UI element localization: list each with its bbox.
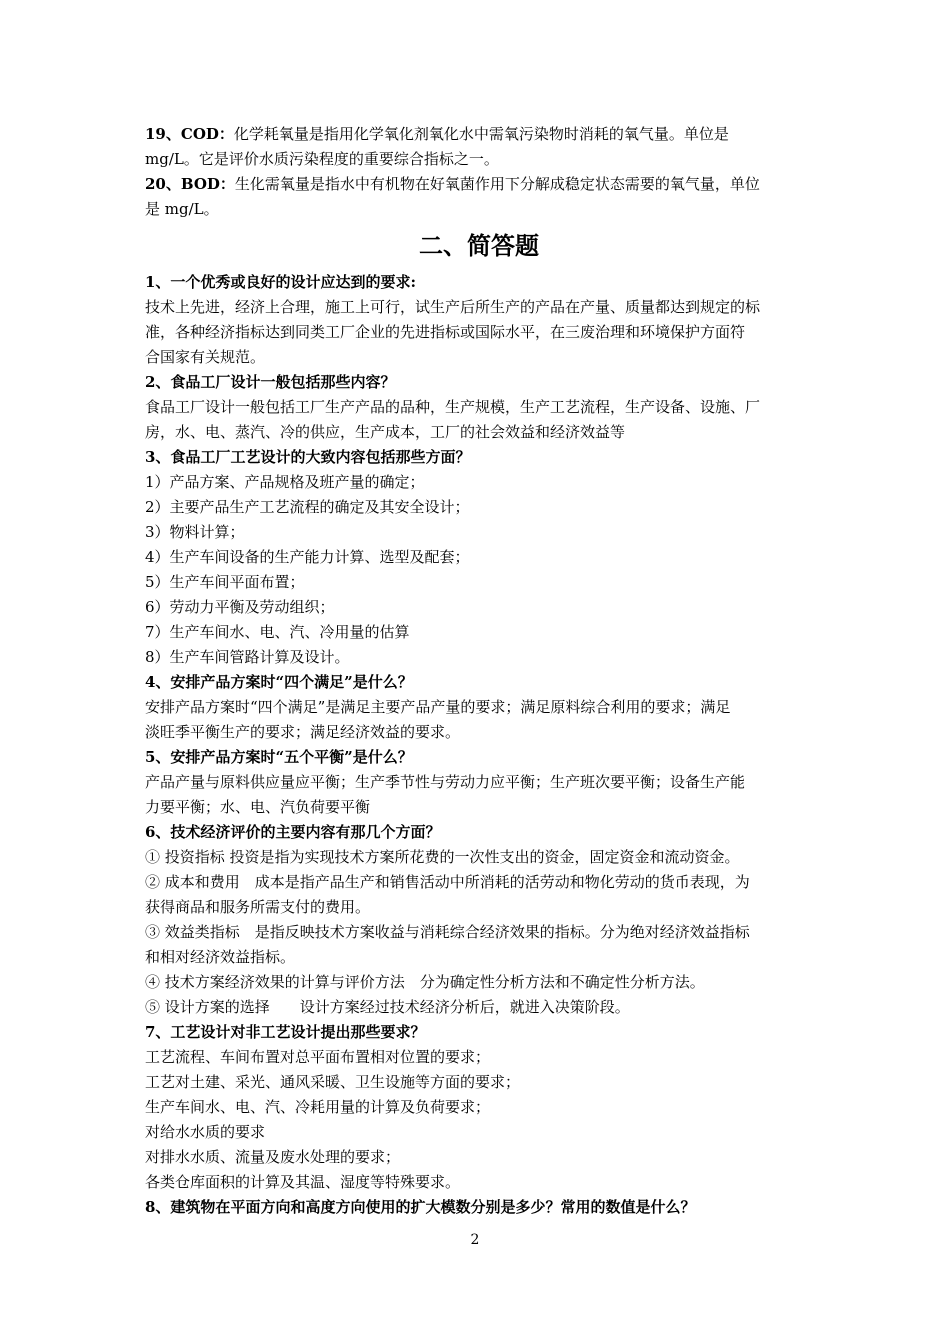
- answer-2-line: 房，水、电、蒸汽、冷的供应，生产成本，工厂的社会效益和经济效益等: [145, 423, 626, 441]
- answer-3-item: 8）生产车间管路计算及设计。: [145, 648, 350, 666]
- answer-6-line: 和相对经济效益指标。: [145, 948, 296, 966]
- question-4-title: 4、安排产品方案时“四个满足”是什么？: [145, 673, 413, 691]
- answer-7-line: 各类仓库面积的计算及其温、湿度等特殊要求。: [145, 1173, 461, 1191]
- answer-7-line: 对排水水质、流量及废水处理的要求；: [145, 1148, 401, 1166]
- answer-6-line: ② 成本和费用 成本是指产品生产和销售活动中所消耗的活劳动和物化劳动的货币表现，为: [145, 873, 750, 891]
- question-2-title: 2、食品工厂设计一般包括那些内容？: [145, 373, 396, 391]
- answer-7-line: 生产车间水、电、汽、冷耗用量的计算及负荷要求；: [145, 1098, 491, 1116]
- cod-text: 化学耗氧量是指用化学氧化剂氧化水中需氧污染物时消耗的氧气量。单位是: [233, 125, 729, 143]
- answer-3-item: 2）主要产品生产工艺流程的确定及其安全设计；: [145, 498, 470, 516]
- bod-term: 20、BOD：: [145, 175, 235, 193]
- answer-5-line: 产品产量与原料供应量应平衡；生产季节性与劳动力应平衡；生产班次要平衡；设备生产能: [145, 773, 746, 791]
- answer-6-line: ① 投资指标 投资是指为实现技术方案所花费的一次性支出的资金，固定资金和流动资金。: [145, 848, 740, 866]
- bod-text: 生化需氧量是指水中有机物在好氧菌作用下分解成稳定状态需要的氧气量，单位: [234, 175, 760, 193]
- answer-3-item: 4）生产车间设备的生产能力计算、选型及配套；: [145, 548, 470, 566]
- cod-definition-line-1: [145, 122, 813, 147]
- document-page: [145, 122, 813, 1220]
- answer-3-item: 5）生产车间平面布置；: [145, 573, 305, 591]
- answer-6-line: ⑤ 设计方案的选择 设计方案经过技术经济分析后，就进入决策阶段。: [145, 998, 630, 1016]
- answer-2-line: 食品工厂设计一般包括工厂生产产品的品种，生产规模，生产工艺流程，生产设备、设施、厂: [145, 398, 761, 416]
- answer-5-line: 力要平衡；水、电、汽负荷要平衡: [145, 798, 371, 816]
- answer-4-line: 淡旺季平衡生产的要求；满足经济效益的要求。: [145, 723, 461, 741]
- question-1-title: 1、一个优秀或良好的设计应达到的要求:: [145, 273, 416, 291]
- question-7-title: 7、工艺设计对非工艺设计提出那些要求？: [145, 1023, 426, 1041]
- cod-term: 19、COD：: [145, 125, 234, 143]
- answer-3-item: 6）劳动力平衡及劳动组织；: [145, 598, 335, 616]
- bod-definition-line-1: [145, 172, 813, 197]
- cod-definition-line-2: mg/L。它是评价水质污染程度的重要综合指标之一。: [145, 150, 499, 168]
- answer-7-line: 工艺流程、车间布置对总平面布置相对位置的要求；: [145, 1048, 491, 1066]
- answer-1-line: 合国家有关规范。: [145, 348, 266, 366]
- bod-definition-line-2: 是 mg/L。: [145, 200, 219, 218]
- answer-3-item: 3）物料计算；: [145, 523, 245, 541]
- section-heading: 二、简答题: [419, 231, 539, 260]
- answer-6-line: ④ 技术方案经济效果的计算与评价方法 分为确定性分析方法和不确定性分析方法。: [145, 973, 705, 991]
- question-8-title: 8、建筑物在平面方向和高度方向使用的扩大模数分别是多少？常用的数值是什么？: [145, 1198, 696, 1216]
- answer-3-item: 7）生产车间水、电、汽、冷用量的估算: [145, 623, 410, 641]
- question-5-title: 5、安排产品方案时“五个平衡”是什么？: [145, 748, 413, 766]
- answer-7-line: 对给水水质的要求: [145, 1123, 266, 1141]
- answer-3-item: 1）产品方案、产品规格及班产量的确定；: [145, 473, 425, 491]
- question-6-title: 6、技术经济评价的主要内容有那几个方面？: [145, 823, 441, 841]
- answer-6-line: 获得商品和服务所需支付的费用。: [145, 898, 371, 916]
- answer-1-line: 技术上先进，经济上合理，施工上可行，试生产后所生产的产品在产量、质量都达到规定的标: [145, 298, 761, 316]
- answer-6-line: ③ 效益类指标 是指反映技术方案收益与消耗综合经济效果的指标。分为绝对经济效益指标: [145, 923, 750, 941]
- page-number: 2: [470, 1232, 480, 1248]
- question-3-title: 3、食品工厂工艺设计的大致内容包括那些方面？: [145, 448, 471, 466]
- answer-4-line: 安排产品方案时“四个满足”是满足主要产品产量的要求；满足原料综合利用的要求；满足: [145, 698, 731, 716]
- answer-1-line: 准，各种经济指标达到同类工厂企业的先进指标或国际水平，在三废治理和环境保护方面符: [145, 323, 746, 341]
- answer-7-line: 工艺对土建、采光、通风采暖、卫生设施等方面的要求；: [145, 1073, 521, 1091]
